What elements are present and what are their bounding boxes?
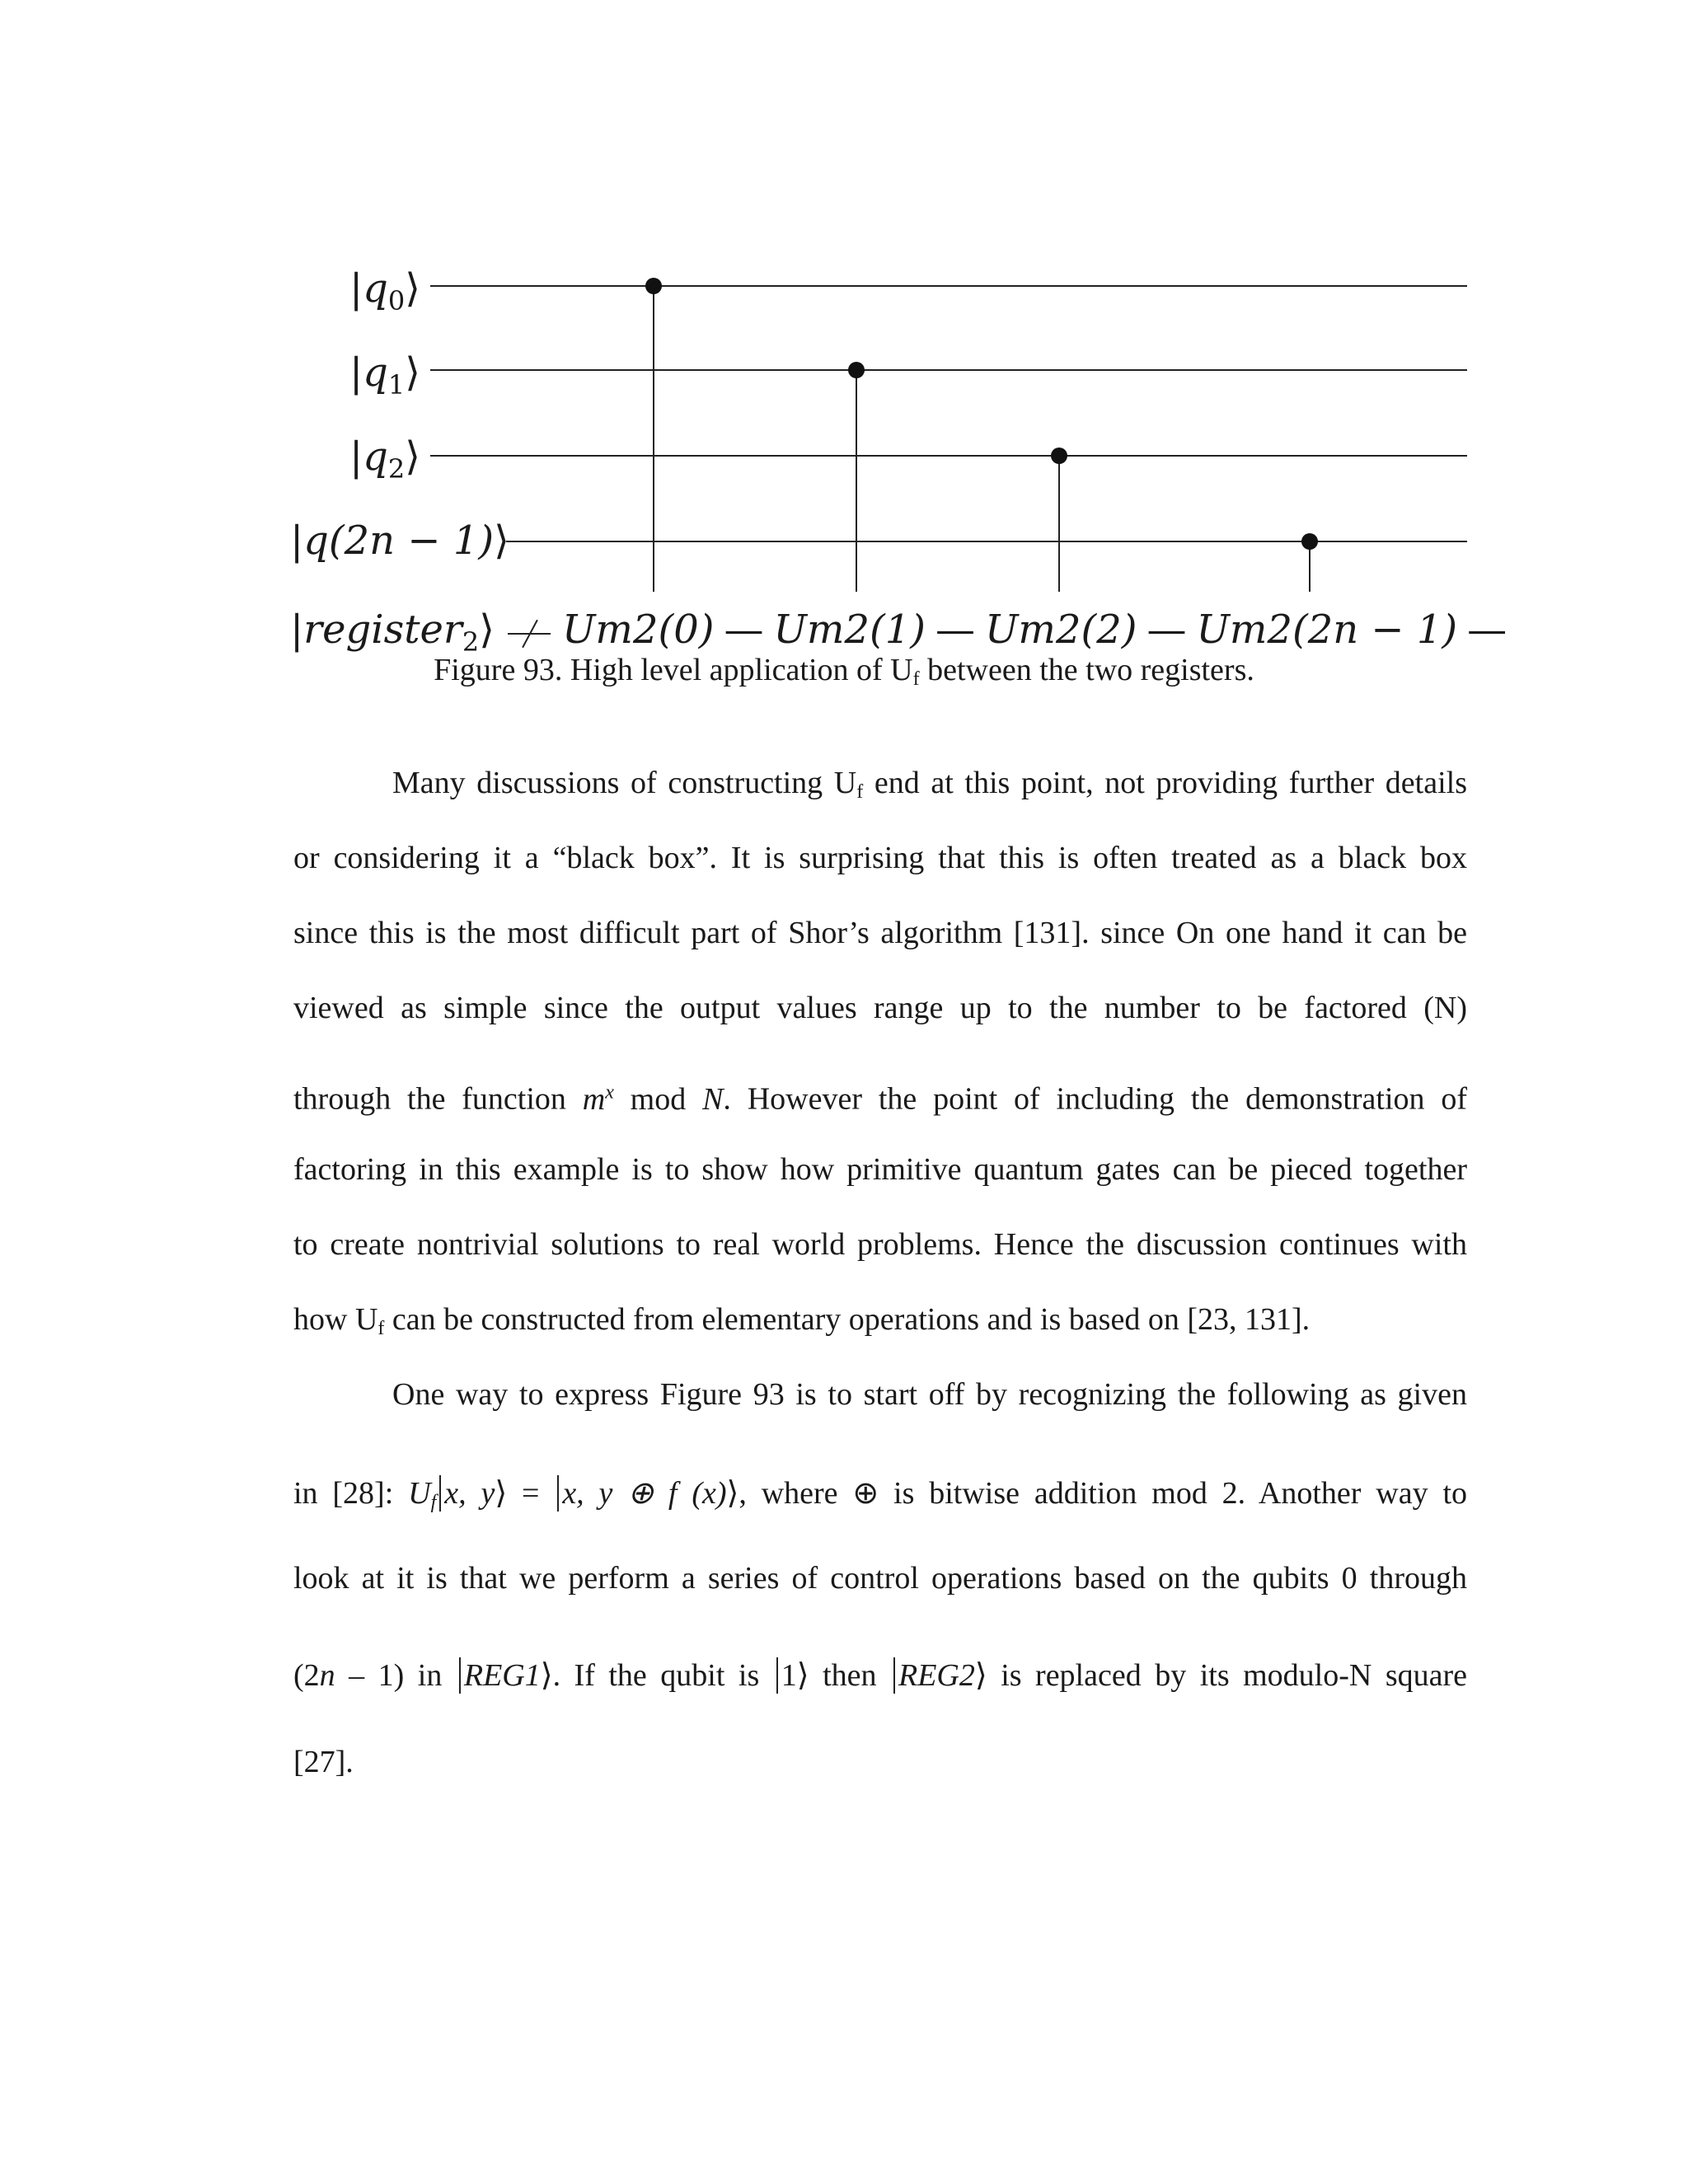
text-line: or considering it a “black box”. It is surprising that this is often treated as a black box	[293, 841, 1467, 875]
text-line: to create nontrivial solutions to real world problems. Hence the discussion continues with	[293, 1227, 1467, 1262]
qubit-label-q0: $|q_0⟩$	[349, 265, 420, 316]
inline-math-uf: $U_f$ x, y⟩ = x, y ⊕ f (x)⟩	[408, 1476, 739, 1513]
control-line-2	[1058, 455, 1060, 592]
control-dot-1	[848, 362, 865, 378]
control-dot-2	[1051, 448, 1067, 464]
inline-math-ket-1: 1⟩	[773, 1658, 809, 1693]
text-line: look at it is that we perform a series of control operations based on the qubits 0 through	[293, 1561, 1467, 1596]
qubit-label-q2: $|q_2⟩$	[349, 434, 420, 485]
gate-um2-2n-minus-1: Um2(2n − 1)	[1196, 607, 1458, 653]
qubit-label-q-2n-minus-1: |q(2n − 1)⟩	[290, 518, 509, 564]
figure-caption: Figure 93. High level application of $U_f$ between the two registers.	[434, 653, 1254, 690]
gate-um2-1: Um2(1)	[773, 607, 926, 653]
text-line: (2n – 1) in REG1⟩. If the qubit is 1⟩ then REG2⟩ is replaced by its modulo-N square	[293, 1658, 1467, 1693]
multi-wire-slash-icon	[508, 616, 551, 649]
text-line: factoring in this example is to show how primitive quantum gates can be pieced together	[293, 1152, 1467, 1187]
control-line-0	[653, 285, 654, 592]
wire-dash: —	[1467, 607, 1507, 653]
gate-um2-2: Um2(2)	[984, 607, 1137, 653]
control-line-1	[856, 369, 857, 592]
wire-q1	[430, 369, 1467, 371]
inline-math-mod: $m^x$ mod N	[582, 1081, 724, 1117]
register-row	[290, 605, 1517, 658]
text-line: how $U_f$ can be constructed from elementary operations and is based on [23, 131].	[293, 1302, 1311, 1339]
text-line: One way to express Figure 93 is to start off by recognizing the following as given	[392, 1377, 1467, 1412]
control-dot-0	[645, 278, 662, 294]
text-line: through the function $m^x$ mod N. However the point of including the demonstration of	[293, 1081, 1467, 1117]
wire-q0	[430, 285, 1467, 287]
text-line: in [28]: $U_f$ x, y⟩ = x, y ⊕ f (x)⟩, where ⊕ is bitwise addition mod 2. Another way to	[293, 1476, 1468, 1513]
gate-um2-0: Um2(0)	[561, 607, 715, 653]
wire-q2	[430, 455, 1467, 457]
text-line: [27].	[293, 1745, 354, 1779]
text-line: Many discussions of constructing $U_f$ end at this point, not providing further details	[392, 766, 1467, 803]
control-dot-3	[1301, 533, 1318, 550]
register-label: |register$_2$⟩	[290, 607, 495, 658]
qubit-label-q1: $|q_1⟩$	[349, 349, 420, 401]
wire-dash: —	[935, 607, 975, 653]
text-line: viewed as simple since the output values range up to the number to be factored (N)	[293, 991, 1467, 1025]
text-line: since this is the most difficult part of Shor’s algorithm [131]. since On one hand it can be	[293, 916, 1467, 950]
inline-math-reg2: REG2⟩	[890, 1658, 987, 1693]
wire-dash: —	[1146, 607, 1187, 653]
inline-math-reg1: REG1⟩	[456, 1658, 553, 1693]
wire-dash: —	[724, 607, 764, 653]
wire-q-2n-minus-1	[506, 541, 1467, 542]
